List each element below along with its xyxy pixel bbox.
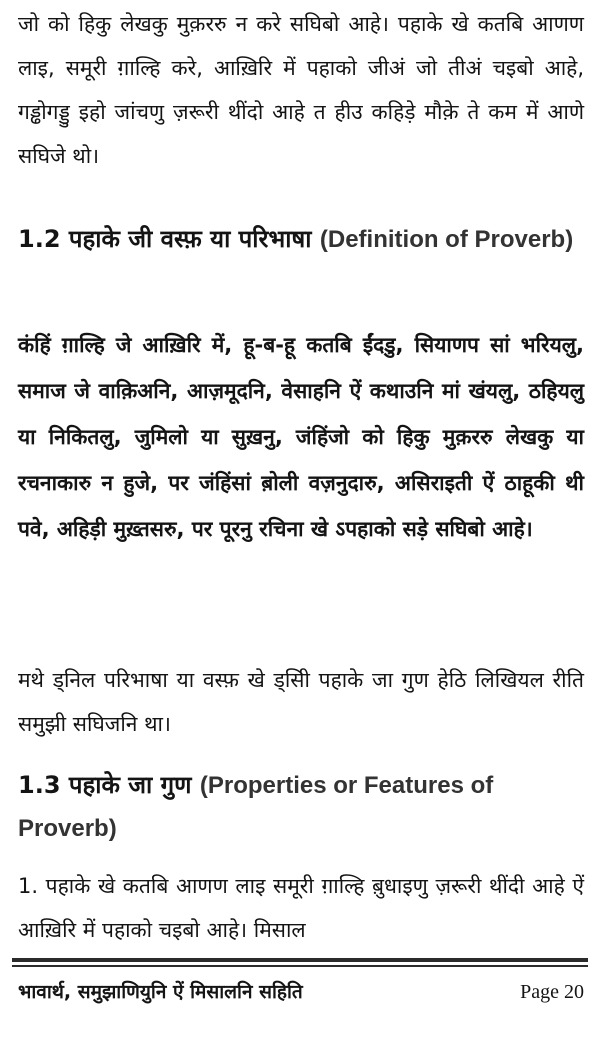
paragraph-point-1: 1. पहाके खे कतबि आणण लाइ समूरी ग़ाल्हि ब़ुधाइणु ज़रूरी थींदी आहे ऐं आख़िरि में पहाको चइबो आहे। मिसाल xyxy=(18,874,584,942)
paragraph-transition: मथे ड्निल परिभाषा या वस्फ़ खे ड्सिी पहाके जा गुण हेठि लिखियल रीति समुझी सघिजनि था। xyxy=(18,668,584,736)
section-heading-1-2-hindi: 1.2 पहाके जी वस्फ़ या परिभाषा xyxy=(18,225,312,253)
paragraph-intro: जो को हिकु लेखकु मुक़ररु न करे सघिबो आहे। पहाके खे कतबि आणण लाइ, समूरी ग़ाल्हि करे, आख़िरि में पहाको जीअं जो तीअं चइबो आहे, गड्ढोगड्डु इहो जांचणु ज़रूरी थींदो आहे त हीउ कहिड़े मौक़े ते कम में आणे सघिजे थो। xyxy=(18,12,584,168)
footer-divider-thin xyxy=(12,965,588,967)
section-heading-1-3-hindi: 1.3 पहाके जा गुण xyxy=(18,771,192,799)
paragraph-definition: कंहिं ग़ाल्हि जे आख़िरि में, हू-ब-हू कतबि ईंदडु, सियाणप सां भरियलु, समाज जे वाक़िअनि, आज़मूदनि, वेसाहनि ऐं कथाउनि मां खंयलु, ठहियलु या निकितलु, जुमिलो या सुख़नु, जंहिंजो को हिकु मुक़ररु लेखकु या रचनाकारु न हुजे, पर जंहिंसां ब़ोली वज़नुदारु, असिराइती ऐं ठाहूकी थी पवे, अहिड़ी मुख़्तसरु, पर पूरनु रचिना खे ऽपहाको सड़े सघिबो आहे। xyxy=(18,333,584,541)
footer-page-number: Page 20 xyxy=(520,981,584,1003)
section-heading-1-3 xyxy=(18,764,584,850)
footer-divider-thick xyxy=(12,958,588,962)
section-heading-1-3-english: (Properties or Features of Proverb) xyxy=(18,772,494,842)
section-heading-1-2 xyxy=(18,218,584,261)
footer-book-title: भावार्थ, समुझाणियुनि ऐं मिसालनि सहिति xyxy=(18,981,303,1003)
section-heading-1-2-english: (Definition of Proverb) xyxy=(319,226,574,253)
